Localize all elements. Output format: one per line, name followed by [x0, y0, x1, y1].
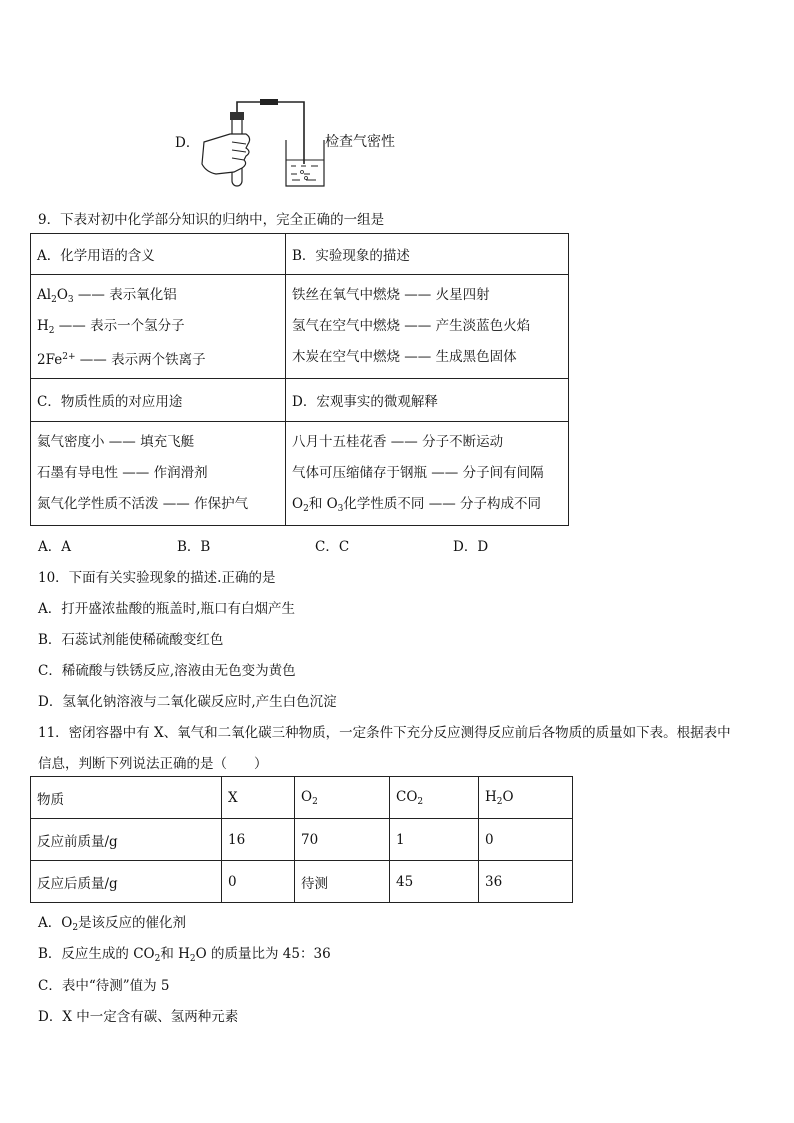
q8-option-d-caption: 检查气密性	[325, 134, 395, 150]
q11-option-c: C．表中“待测”值为 5	[38, 978, 170, 994]
q9-option-c: C．C	[315, 539, 350, 555]
table-row	[31, 819, 573, 861]
q11-cell: 0	[222, 861, 295, 903]
q11-cell: 反应后质量/g	[31, 861, 222, 903]
q9-table	[30, 233, 569, 526]
table-row	[31, 861, 573, 903]
q9-a-line-3: $2Fe^{2+}$ —— 表示两个铁离子	[37, 352, 206, 368]
q11-header-substance: 物质	[31, 777, 222, 819]
q9-cell-a-content	[31, 275, 286, 379]
q9-cell-b-header: B．实验现象的描述	[286, 234, 569, 275]
q10-option-d: D．氢氧化钠溶液与二氧化碳反应时,产生白色沉淀	[38, 694, 337, 710]
q9-cell-d-header: D．宏观事实的微观解释	[286, 379, 569, 422]
q9-option-a: A．A	[38, 539, 71, 555]
q10-stem: 10．下面有关实验现象的描述.正确的是	[38, 570, 276, 586]
q9-c-line-3: 氮气化学性质不活泼 —— 作保护气	[37, 496, 249, 512]
q9-cell-c-header: C．物质性质的对应用途	[31, 379, 286, 422]
q11-header-x: X	[222, 777, 295, 819]
q11-mass-table	[30, 776, 573, 903]
q11-header-co2: $CO_2$	[390, 777, 479, 819]
q11-cell: 0	[479, 819, 573, 861]
q9-d-line-3: $O_2$和 $O_3$化学性质不同 —— 分子构成不同	[292, 496, 541, 514]
q11-header-h2o: $H_2O$	[479, 777, 573, 819]
q9-b-line-2: 氢气在空气中燃烧 —— 产生淡蓝色火焰	[292, 318, 531, 334]
q9-cell-a-header: A．化学用语的含义	[31, 234, 286, 275]
q11-cell: 70	[295, 819, 390, 861]
q10-option-c: C．稀硫酸与铁锈反应,溶液由无色变为黄色	[38, 663, 296, 679]
q9-cell-d-content	[286, 422, 569, 526]
q11-option-d: D．X 中一定含有碳、氢两种元素	[38, 1009, 239, 1025]
q11-option-a: A．$O_2$是该反应的催化剂	[38, 915, 187, 933]
q11-cell: 16	[222, 819, 295, 861]
q10-option-b: B．石蕊试剂能使稀硫酸变红色	[38, 632, 224, 648]
q9-option-b: B．B	[177, 539, 211, 555]
q9-d-line-1: 八月十五桂花香 —— 分子不断运动	[292, 434, 504, 450]
q9-stem: 9．下表对初中化学部分知识的归纳中，完全正确的一组是	[38, 212, 385, 228]
q11-option-b: B．反应生成的 $CO_2$和 $H_2O$ 的质量比为 45：36	[38, 946, 331, 964]
q9-cell-c-content	[31, 422, 286, 526]
q8-option-d-label: D．	[175, 135, 200, 151]
q9-option-d: D．D	[453, 539, 489, 555]
q9-c-line-2: 石墨有导电性 —— 作润滑剂	[37, 465, 208, 481]
q9-a-line-1: $Al_2O_3$ —— 表示氧化铝	[37, 287, 177, 305]
q11-cell: 36	[479, 861, 573, 903]
q9-cell-b-content	[286, 275, 569, 379]
q11-cell: 待测	[295, 861, 390, 903]
q9-d-line-2: 气体可压缩储存于钢瓶 —— 分子间有间隔	[292, 465, 544, 481]
q9-b-line-3: 木炭在空气中燃烧 —— 生成黑色固体	[292, 349, 517, 365]
q11-header-o2: $O_2$	[295, 777, 390, 819]
q9-c-line-1: 氦气密度小 —— 填充飞艇	[37, 434, 195, 450]
q9-a-line-2: $H_2$ —— 表示一个氢分子	[37, 318, 185, 336]
q9-b-line-1: 铁丝在氧气中燃烧 —— 火星四射	[292, 287, 490, 303]
q11-cell: 1	[390, 819, 479, 861]
q11-cell: 反应前质量/g	[31, 819, 222, 861]
q11-cell: 45	[390, 861, 479, 903]
q11-stem-line-1: 11．密闭容器中有 X、氧气和二氧化碳三种物质，一定条件下充分反应测得反应前后各物质的质量如下表。根据表中	[38, 725, 731, 741]
airtightness-apparatus-illustration	[196, 94, 326, 194]
q11-stem-line-2: 信息，判断下列说法正确的是（ ）	[38, 756, 268, 772]
q10-option-a: A．打开盛浓盐酸的瓶盖时,瓶口有白烟产生	[38, 601, 296, 617]
